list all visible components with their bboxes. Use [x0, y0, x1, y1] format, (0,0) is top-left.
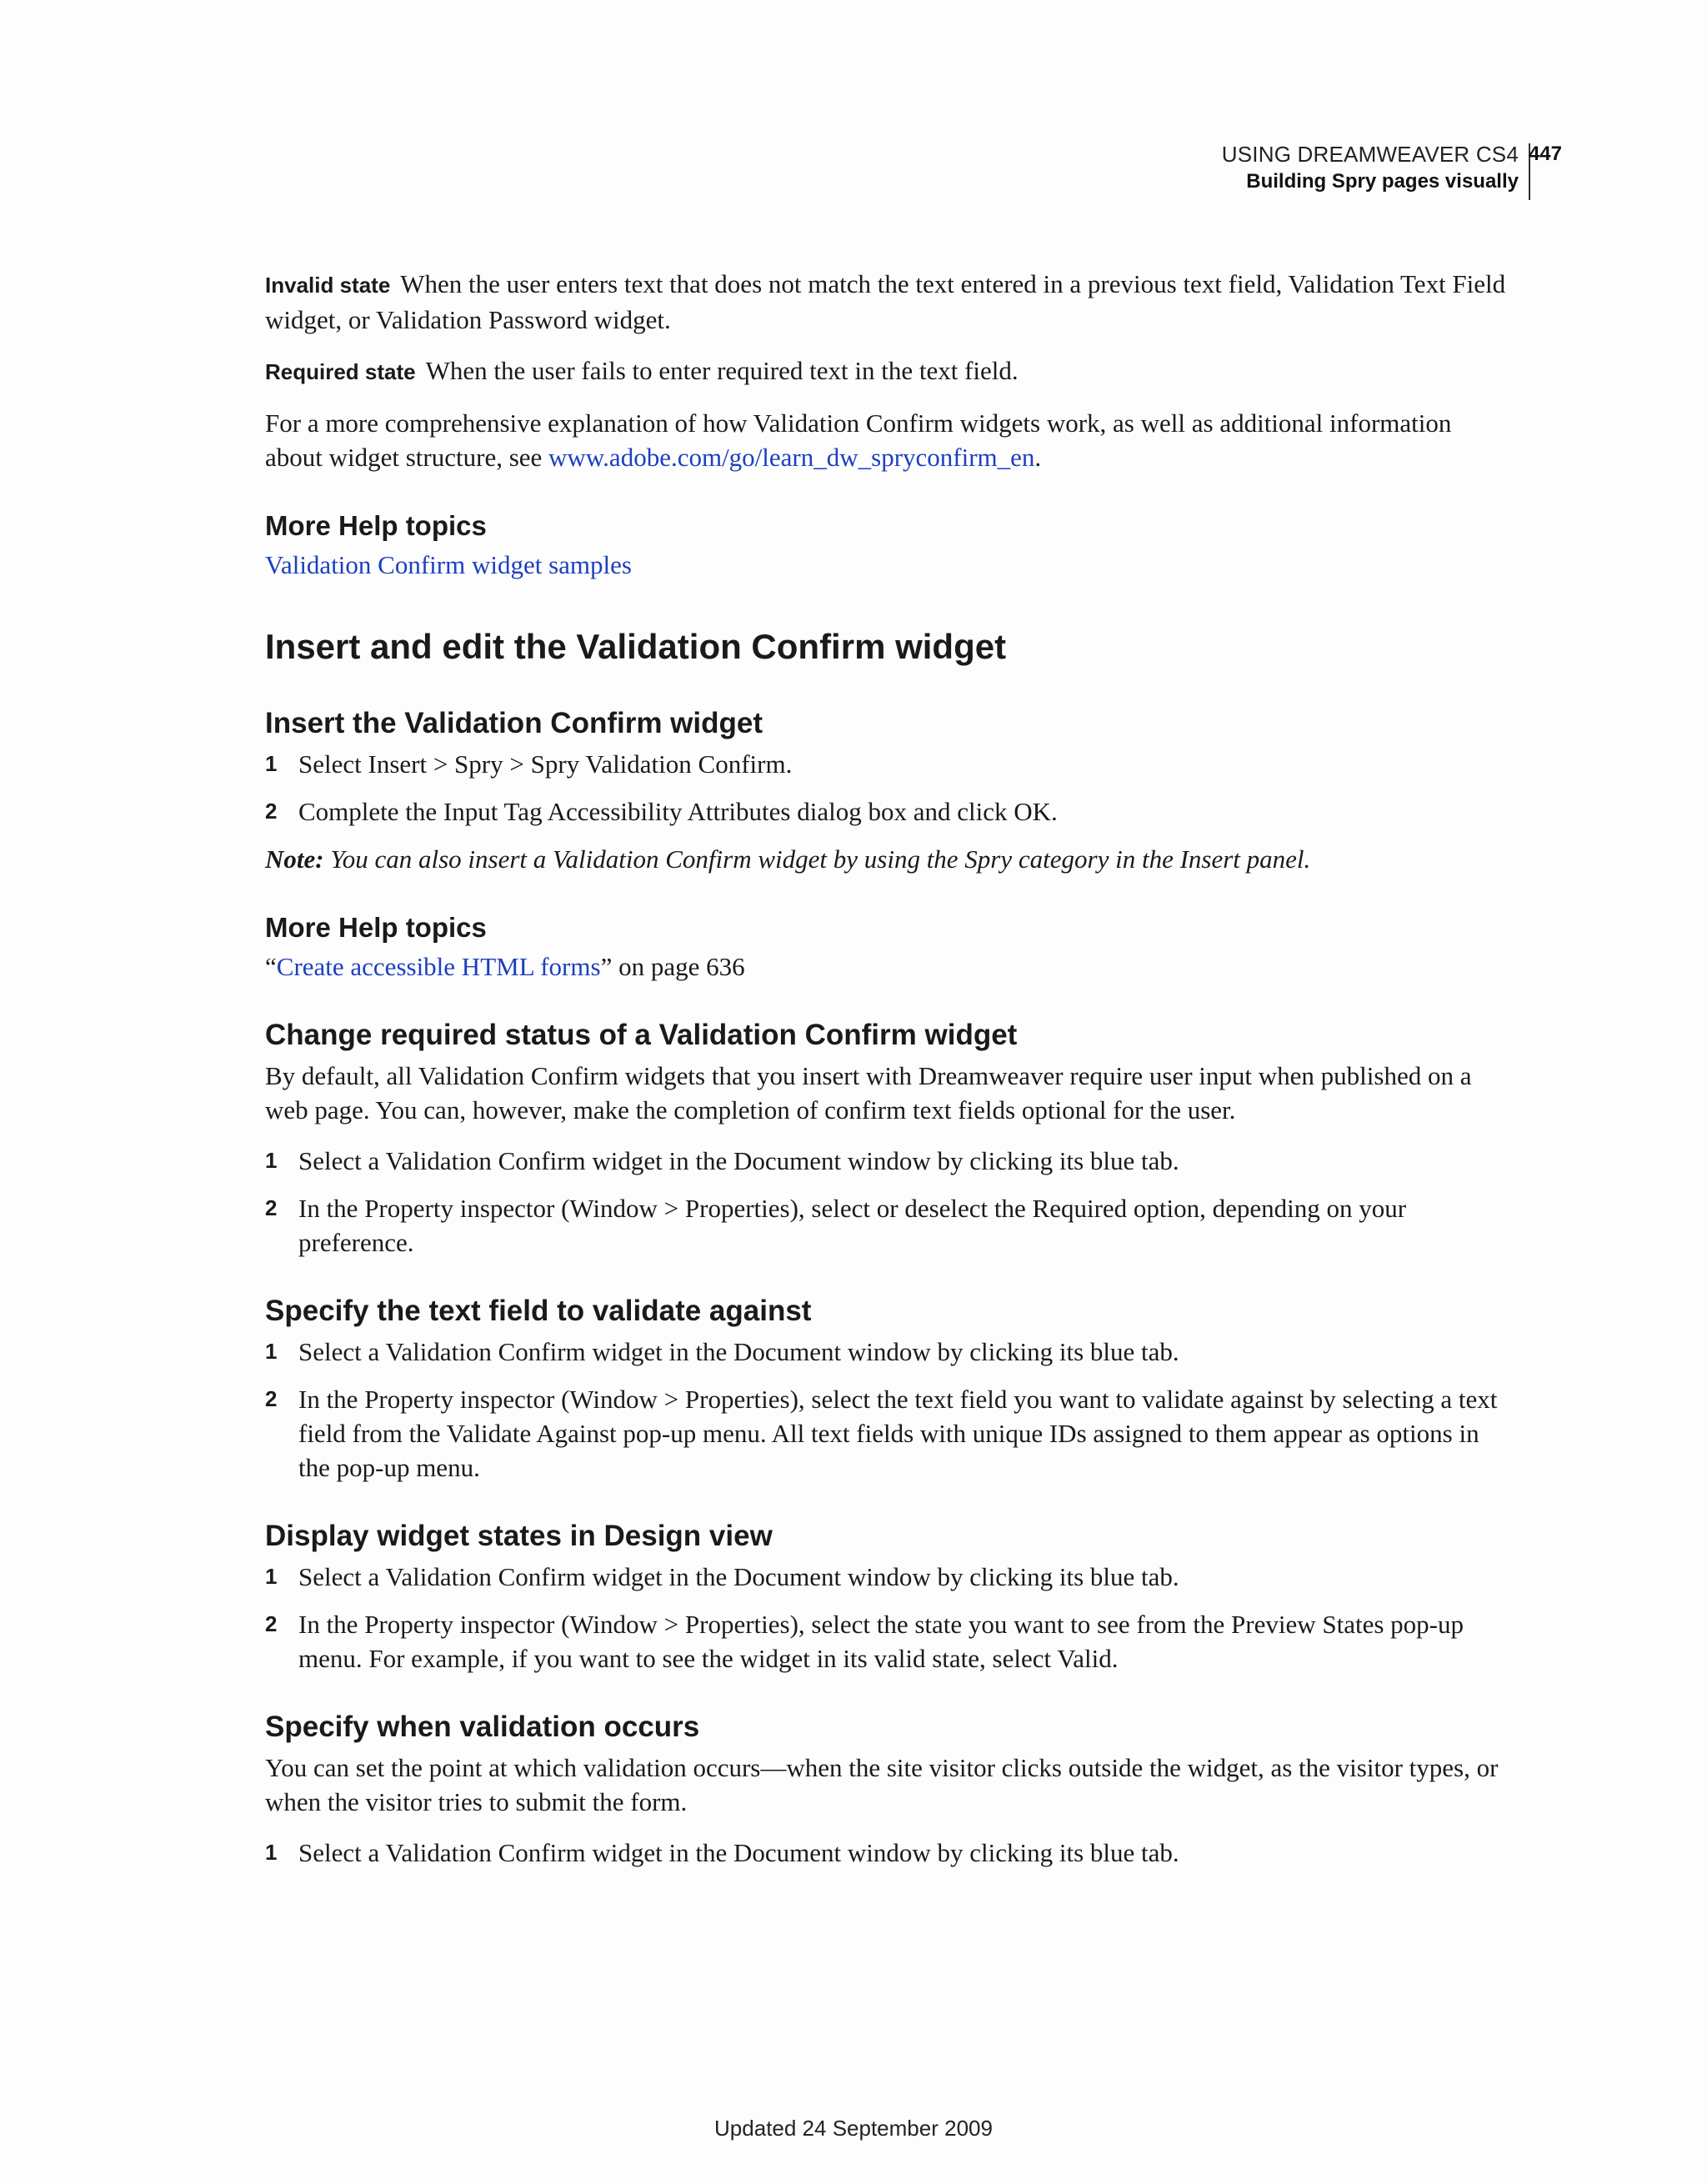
list-item — [265, 1560, 1507, 1594]
page-number: 447 — [1528, 143, 1562, 165]
explanation-text: For a more comprehensive explanation of how Validation Confirm widgets work, as well as additional information about widget structure, see — [265, 408, 1452, 472]
header-titles — [1222, 140, 1519, 195]
step-text: In the Property inspector (Window > Properties), select or deselect the Required option, depending on your preference. — [298, 1194, 1407, 1257]
explanation-paragraph — [265, 406, 1507, 474]
step-text: Select a Validation Confirm widget in the Document window by clicking its blue tab. — [298, 1838, 1179, 1867]
more-help-heading: More Help topics — [265, 510, 487, 541]
note — [265, 842, 1507, 876]
link-suffix: ” on page 636 — [600, 952, 745, 981]
list-item — [265, 1382, 1507, 1485]
list-item — [265, 1836, 1507, 1870]
section-heading: Insert and edit the Validation Confirm widget — [265, 627, 1007, 666]
invalid-state-paragraph — [265, 267, 1507, 337]
step-text: Select a Validation Confirm widget in the Document window by clicking its blue tab. — [298, 1337, 1179, 1366]
step-number: 1 — [265, 1339, 278, 1364]
spryconfirm-link[interactable]: www.adobe.com/go/learn_dw_spryconfirm_en — [548, 443, 1035, 472]
step-number: 2 — [265, 1611, 278, 1636]
step-number: 2 — [265, 1386, 278, 1411]
step-text: Select a Validation Confirm widget in the Document window by clicking its blue tab. — [298, 1562, 1179, 1591]
accessible-forms-link[interactable]: Create accessible HTML forms — [276, 952, 601, 981]
list-item — [265, 1144, 1507, 1178]
invalid-state-term: Invalid state — [265, 273, 391, 298]
step-number: 1 — [265, 1840, 278, 1865]
specify-field-heading: Specify the text field to validate against — [265, 1295, 812, 1327]
change-required-body: By default, all Validation Confirm widgets that you insert with Dreamweaver require user input when published on a web page. You can, however, make the completion of confirm text fields optional for the user. — [265, 1061, 1472, 1125]
explanation-end: . — [1034, 443, 1042, 472]
required-state-paragraph — [265, 353, 1507, 389]
required-state-term: Required state — [265, 359, 416, 384]
validation-occurs-heading: Specify when validation occurs — [265, 1711, 700, 1743]
more-help-heading: More Help topics — [265, 912, 487, 943]
footer-updated: Updated 24 September 2009 — [714, 2116, 993, 2141]
running-header — [812, 140, 1562, 198]
step-number: 2 — [265, 1195, 278, 1220]
step-text: In the Property inspector (Window > Properties), select the text field you want to validate against by selecting a text field from the Validate Against pop-up menu. All text fields with unique IDs assigned to them appear as options in the pop-up menu. — [298, 1385, 1498, 1482]
invalid-state-text: When the user enters text that does not match the text entered in a previous text field, Validation Text Field widget, or Validation Password widget. — [265, 269, 1506, 334]
doc-title: USING DREAMWEAVER CS4 — [1221, 142, 1519, 167]
validation-occurs-body: You can set the point at which validation occurs—when the site visitor clicks outside the widget, as the visitor types, or when the visitor tries to submit the form. — [265, 1753, 1499, 1816]
required-state-text: When the user fails to enter required text in the text field. — [425, 356, 1019, 385]
more-help-links — [265, 548, 1507, 582]
display-states-heading: Display widget states in Design view — [265, 1520, 773, 1552]
list-item — [265, 794, 1507, 829]
open-quote: “ — [265, 952, 277, 981]
change-required-heading: Change required status of a Validation Confirm widget — [265, 1019, 1018, 1051]
page-content — [265, 267, 1507, 1883]
step-number: 1 — [265, 1148, 278, 1173]
step-text: Select Insert > Spry > Spry Validation Confirm. — [298, 749, 793, 779]
step-number: 1 — [265, 751, 278, 776]
note-label: Note: — [265, 844, 324, 874]
section-title: Building Spry pages visually — [1246, 170, 1519, 193]
step-text: Complete the Input Tag Accessibility Attributes dialog box and click OK. — [298, 797, 1058, 826]
more-help-links — [265, 949, 1507, 984]
samples-link[interactable]: Validation Confirm widget samples — [265, 550, 632, 579]
step-text: In the Property inspector (Window > Properties), select the state you want to see from the Preview States pop-up menu. For example, if you want to see the widget in its valid state, select Valid. — [298, 1610, 1464, 1673]
list-item — [265, 747, 1507, 781]
note-text: You can also insert a Validation Confirm widget by using the Spry category in the Insert panel. — [323, 844, 1311, 874]
insert-heading: Insert the Validation Confirm widget — [265, 707, 763, 739]
list-item — [265, 1191, 1507, 1260]
list-item — [265, 1335, 1507, 1369]
list-item — [265, 1607, 1507, 1676]
step-number: 1 — [265, 1564, 278, 1589]
step-text: Select a Validation Confirm widget in the Document window by clicking its blue tab. — [298, 1146, 1179, 1175]
step-number: 2 — [265, 799, 278, 824]
